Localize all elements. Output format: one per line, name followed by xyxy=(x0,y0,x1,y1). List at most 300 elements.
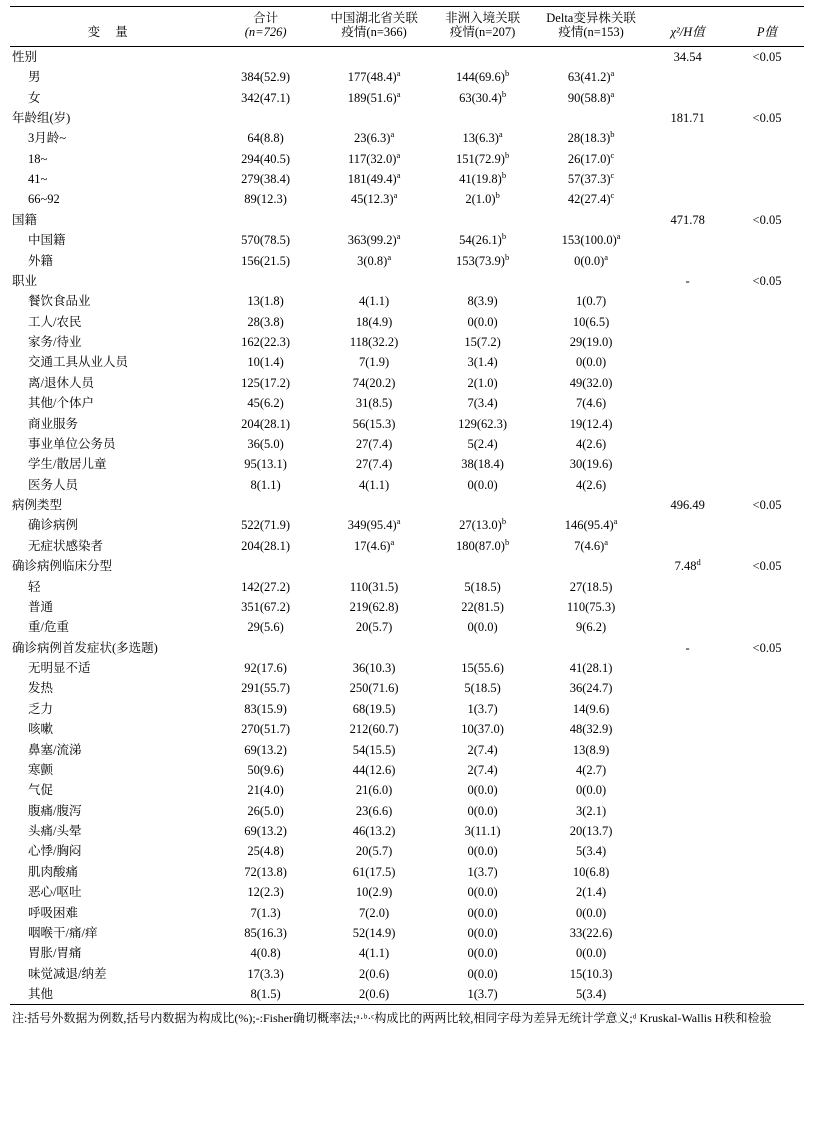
column-header-africa-line2: 疫情(n=207) xyxy=(449,25,516,40)
table-cell-value: <0.05 xyxy=(752,49,782,64)
table-cell-value: 342(47.1) xyxy=(241,90,291,105)
table-cell-value: $13(6.3)^a$ xyxy=(462,129,503,146)
table-row xyxy=(10,454,804,474)
table-cell-empty xyxy=(645,617,730,637)
table-cell-empty xyxy=(645,393,730,413)
table-cell-empty xyxy=(320,638,428,658)
table-cell-value: 250(71.6) xyxy=(349,681,399,696)
table-cell-empty xyxy=(730,352,804,372)
superscript-marker: b xyxy=(501,230,507,241)
column-header-variable xyxy=(10,7,211,47)
table-cell-empty xyxy=(645,597,730,617)
table-cell-value: 0(0.0) xyxy=(575,905,607,920)
table-cell-value: 10(6.8) xyxy=(572,864,610,879)
table-cell-empty xyxy=(211,495,319,515)
column-header-africa xyxy=(428,7,536,47)
table-row xyxy=(10,189,804,209)
table-cell-value: 4(1.1) xyxy=(359,946,390,961)
column-header-hubei-line2: 疫情(n=366) xyxy=(341,25,407,40)
row-label: 味觉减退/纳差 xyxy=(28,966,107,981)
table-cell-value: 83(15.9) xyxy=(244,701,287,716)
table-group-row xyxy=(10,46,804,67)
table-cell-value: 110(31.5) xyxy=(349,579,399,594)
table-row xyxy=(10,760,804,780)
table-cell-empty xyxy=(537,210,645,230)
group-label: 确诊病例临床分型 xyxy=(12,559,113,574)
table-cell-value: 45(6.2) xyxy=(247,396,284,411)
table-cell-empty xyxy=(211,556,319,576)
column-header-total-line1: 合计 xyxy=(253,11,279,25)
table-cell-value: $151(72.9)^b$ xyxy=(455,149,510,166)
table-cell-value: 4(2.6) xyxy=(575,477,607,492)
table-cell-empty xyxy=(730,841,804,861)
table-cell-value: 34.54 xyxy=(673,49,702,64)
row-label: 家务/待业 xyxy=(28,335,82,349)
table-cell-value: 74(20.2) xyxy=(352,375,396,390)
table-cell-value: 0(0.0) xyxy=(467,314,498,329)
table-row xyxy=(10,515,804,535)
table-cell-value: 19(12.4) xyxy=(569,416,613,431)
table-cell-value: 68(19.5) xyxy=(352,701,396,716)
table-cell-value: 56(15.3) xyxy=(352,416,396,431)
table-row xyxy=(10,903,804,923)
table-cell-empty xyxy=(645,943,730,963)
table-cell-value: 95(13.1) xyxy=(244,457,287,472)
table-cell-empty xyxy=(320,495,428,515)
table-cell-empty xyxy=(428,108,536,128)
row-label: 商业服务 xyxy=(28,416,79,431)
table-row xyxy=(10,230,804,250)
table-row xyxy=(10,393,804,413)
row-label: 中国籍 xyxy=(28,233,66,248)
table-cell-value: 21(4.0) xyxy=(247,783,284,798)
table-cell-value: - xyxy=(685,640,690,655)
row-label: 乏力 xyxy=(28,701,54,716)
table-cell-empty xyxy=(730,617,804,637)
group-label: 确诊病例首发症状(多选题) xyxy=(12,640,158,655)
table-cell-value: 4(1.1) xyxy=(359,294,390,309)
table-row xyxy=(10,801,804,821)
table-cell-value: $41(19.8)^b$ xyxy=(459,169,507,186)
table-cell-value: 384(52.9) xyxy=(241,70,291,85)
column-header-pvalue xyxy=(730,7,804,47)
table-cell-value: 85(16.3) xyxy=(244,925,287,940)
row-label: 外籍 xyxy=(28,253,54,268)
table-cell-empty xyxy=(730,678,804,698)
row-label: 3月龄~ xyxy=(28,131,67,146)
table-cell-empty xyxy=(211,108,319,128)
superscript-marker: a xyxy=(616,230,621,241)
table-cell-value: 0(0.0) xyxy=(467,477,498,492)
superscript-marker: c xyxy=(610,169,615,180)
group-label: 病例类型 xyxy=(12,498,63,512)
table-cell-value: 15(55.6) xyxy=(461,661,504,675)
table-cell-value: 10(2.9) xyxy=(355,885,393,900)
table-cell-value: <0.05 xyxy=(752,640,782,655)
table-row xyxy=(10,88,804,108)
table-cell-value: $63(30.4)^b$ xyxy=(459,88,507,105)
table-cell-value: 129(62.3) xyxy=(458,416,508,431)
table-cell-empty xyxy=(645,230,730,250)
table-cell-empty xyxy=(730,414,804,434)
table-cell-empty xyxy=(645,312,730,332)
table-cell-value: $26(17.0)^c$ xyxy=(567,149,615,166)
table-cell-empty xyxy=(730,984,804,1004)
table-cell-value: 13(1.8) xyxy=(247,294,284,309)
table-cell-value: $177(48.4)^a$ xyxy=(347,67,401,85)
table-cell-empty xyxy=(320,108,428,128)
table-cell-value: 10(1.4) xyxy=(247,355,284,370)
superscript-marker: b xyxy=(610,129,615,140)
table-row xyxy=(10,984,804,1004)
table-cell-value: 212(60.7) xyxy=(349,722,399,737)
table-row xyxy=(10,597,804,617)
table-cell-empty xyxy=(730,169,804,189)
table-cell-value: 0(0.0) xyxy=(467,803,498,818)
table-cell-empty xyxy=(730,128,804,148)
row-label: 事业单位公务员 xyxy=(28,436,116,451)
table-cell-empty xyxy=(211,210,319,230)
table-cell-value: 7(3.4) xyxy=(467,396,498,411)
table-row xyxy=(10,67,804,87)
table-cell-empty xyxy=(730,373,804,393)
superscript-marker: a xyxy=(604,251,609,262)
table-cell-value: 4(2.7) xyxy=(575,762,607,777)
table-cell-value: 8(1.1) xyxy=(250,477,281,492)
table-cell-value: 69(13.2) xyxy=(244,742,287,757)
table-cell-empty xyxy=(730,434,804,454)
table-cell-value: 17(3.3) xyxy=(247,966,284,981)
row-label: 无明显不适 xyxy=(28,661,91,675)
table-cell-value: 50(9.6) xyxy=(247,762,284,777)
table-cell-value: 0(0.0) xyxy=(467,925,498,940)
table-cell-value: 7(1.9) xyxy=(359,355,390,370)
table-cell-value: 7.48$^d$ xyxy=(674,556,701,574)
table-cell-value: 0(0.0) xyxy=(467,620,498,635)
table-cell-value: $349(95.4)^a$ xyxy=(347,516,401,533)
table-cell-value: 7(2.0) xyxy=(359,905,390,920)
table-cell-value: 20(13.7) xyxy=(569,824,613,838)
table-cell-value: 351(67.2) xyxy=(241,599,291,614)
table-cell-empty xyxy=(645,352,730,372)
table-cell-value: 27(7.4) xyxy=(355,436,393,451)
table-cell-value: 5(3.4) xyxy=(575,844,607,859)
table-group-row xyxy=(10,638,804,658)
superscript-marker: a xyxy=(387,251,392,262)
table-cell-value: $42(27.4)^c$ xyxy=(567,190,615,207)
table-row xyxy=(10,536,804,556)
table-cell-empty xyxy=(645,882,730,902)
row-label: 18~ xyxy=(28,151,48,166)
superscript-marker: a xyxy=(396,169,401,180)
column-header-pvalue-label: P值 xyxy=(756,25,778,40)
table-cell-value: 25(4.8) xyxy=(247,844,284,859)
table-cell-empty xyxy=(730,760,804,780)
table-cell-value: $27(13.0)^b$ xyxy=(459,516,507,533)
table-row xyxy=(10,964,804,984)
table-cell-empty xyxy=(645,678,730,698)
row-label: 寒颤 xyxy=(28,762,54,777)
table-cell-value: 4(1.1) xyxy=(359,477,390,492)
table-cell-empty xyxy=(645,67,730,87)
table-cell-value: 0(0.0) xyxy=(575,355,607,370)
table-cell-value: 29(5.6) xyxy=(247,620,284,635)
table-cell-empty xyxy=(645,984,730,1004)
table-cell-empty xyxy=(645,434,730,454)
table-group-row xyxy=(10,108,804,128)
superscript-marker: b xyxy=(501,516,507,527)
table-cell-value: 204(28.1) xyxy=(241,538,291,553)
table-body xyxy=(10,46,804,1004)
table-row xyxy=(10,475,804,495)
table-cell-value: $23(6.3)^a$ xyxy=(353,129,395,146)
table-cell-value: 0(0.0) xyxy=(467,966,498,981)
table-row xyxy=(10,841,804,861)
row-label: 腹痛/腹泻 xyxy=(28,803,82,818)
group-label: 国籍 xyxy=(12,212,38,227)
table-cell-empty xyxy=(645,515,730,535)
table-row xyxy=(10,678,804,698)
superscript-marker: a xyxy=(613,516,618,527)
table-cell-empty xyxy=(645,536,730,556)
table-cell-empty xyxy=(645,88,730,108)
table-row xyxy=(10,658,804,678)
table-row xyxy=(10,291,804,311)
table-cell-value: 13(8.9) xyxy=(572,742,610,757)
table-cell-empty xyxy=(645,251,730,271)
table-cell-value: 10(6.5) xyxy=(572,314,610,329)
superscript-marker: a xyxy=(610,67,615,78)
table-cell-empty xyxy=(645,903,730,923)
table-cell-empty xyxy=(645,291,730,311)
table-cell-value: <0.05 xyxy=(752,212,782,227)
table-cell-empty xyxy=(645,577,730,597)
table-cell-empty xyxy=(645,332,730,352)
table-cell-empty xyxy=(537,108,645,128)
table-row xyxy=(10,719,804,739)
table-row xyxy=(10,128,804,148)
table-cell-value: 38(18.4) xyxy=(461,457,504,472)
table-row xyxy=(10,149,804,169)
row-label: 41~ xyxy=(28,172,48,186)
table-cell-empty xyxy=(320,556,428,576)
table-cell-value: $181(49.4)^a$ xyxy=(347,169,401,186)
table-cell-value: <0.05 xyxy=(752,498,782,512)
superscript-marker: a xyxy=(498,129,503,140)
table-cell-value: 0(0.0) xyxy=(467,885,498,900)
superscript-marker: a xyxy=(390,536,395,547)
statistics-table xyxy=(10,6,804,1004)
table-cell-value: 36(10.3) xyxy=(352,661,396,675)
table-cell-value: $3(0.8)^a$ xyxy=(357,251,392,268)
table-cell-value: 4(0.8) xyxy=(250,946,281,961)
row-label: 交通工具从业人员 xyxy=(28,355,129,370)
superscript-marker: a xyxy=(396,516,401,527)
superscript-marker: c xyxy=(610,190,615,201)
table-cell-value: 18(4.9) xyxy=(355,314,393,329)
table-cell-value: $144(69.6)^b$ xyxy=(455,67,510,85)
table-cell-empty xyxy=(730,821,804,841)
column-header-africa-line1: 非洲入境关联 xyxy=(445,11,521,25)
superscript-marker: b xyxy=(501,169,507,180)
table-cell-empty xyxy=(211,638,319,658)
table-cell-empty xyxy=(428,495,536,515)
table-cell-empty xyxy=(645,780,730,800)
table-cell-value: 31(8.5) xyxy=(355,396,393,411)
table-cell-value: 5(18.5) xyxy=(464,681,501,696)
group-label: 职业 xyxy=(12,273,38,288)
table-cell-value: 72(13.8) xyxy=(244,864,287,879)
superscript-marker: a xyxy=(393,190,398,201)
table-cell-value: 279(38.4) xyxy=(241,172,291,186)
table-cell-empty xyxy=(645,128,730,148)
table-cell-value: $45(12.3)^a$ xyxy=(350,190,398,207)
table-group-row xyxy=(10,271,804,291)
table-cell-empty xyxy=(645,454,730,474)
table-cell-value: 0(0.0) xyxy=(467,905,498,920)
table-row xyxy=(10,923,804,943)
table-cell-value: 1(3.7) xyxy=(467,987,498,1001)
row-label: 恶心/呕吐 xyxy=(28,885,82,900)
table-row xyxy=(10,169,804,189)
superscript-marker: a xyxy=(396,88,401,99)
table-row xyxy=(10,414,804,434)
table-cell-value: 69(13.2) xyxy=(244,824,287,838)
superscript-marker: b xyxy=(504,251,510,262)
table-cell-empty xyxy=(428,271,536,291)
table-group-row xyxy=(10,556,804,576)
table-cell-empty xyxy=(730,882,804,902)
table-cell-value: 64(8.8) xyxy=(247,131,284,146)
table-cell-value: $57(37.3)^c$ xyxy=(567,169,615,186)
row-label: 普通 xyxy=(28,599,54,614)
table-cell-empty xyxy=(730,475,804,495)
table-cell-value: 27(18.5) xyxy=(569,579,613,594)
row-label: 心悸/胸闷 xyxy=(28,844,82,859)
table-cell-value: 2(7.4) xyxy=(467,742,498,757)
table-row xyxy=(10,821,804,841)
table-cell-value: - xyxy=(685,273,690,288)
table-cell-empty xyxy=(645,475,730,495)
column-header-total-line2: (n=726) xyxy=(244,25,287,40)
column-header-total xyxy=(211,7,319,47)
table-cell-value: 5(3.4) xyxy=(575,987,607,1001)
table-cell-value: 44(12.6) xyxy=(352,762,396,777)
row-label: 餐饮食品业 xyxy=(28,294,91,309)
superscript-marker: a xyxy=(390,129,395,140)
column-header-delta-line2: 疫情(n=153) xyxy=(558,25,624,40)
table-row xyxy=(10,943,804,963)
table-row xyxy=(10,332,804,352)
table-cell-empty xyxy=(320,271,428,291)
row-label: 头痛/头晕 xyxy=(28,824,82,838)
group-label: 性别 xyxy=(12,49,38,64)
table-cell-empty xyxy=(645,760,730,780)
table-cell-value: 27(7.4) xyxy=(355,457,393,472)
table-cell-empty xyxy=(730,149,804,169)
table-cell-empty xyxy=(645,169,730,189)
table-row xyxy=(10,882,804,902)
row-label: 女 xyxy=(28,90,41,105)
table-cell-value: 36(24.7) xyxy=(569,681,613,696)
row-label: 呼吸困难 xyxy=(28,905,79,920)
table-group-row xyxy=(10,210,804,230)
table-cell-value: $117(32.0)^a$ xyxy=(347,149,401,166)
row-label: 男 xyxy=(28,70,41,85)
table-cell-empty xyxy=(730,536,804,556)
row-label: 鼻塞/流涕 xyxy=(28,742,82,757)
table-cell-value: 9(6.2) xyxy=(575,620,607,635)
table-cell-value: 181.71 xyxy=(670,110,705,125)
row-label: 其他 xyxy=(28,987,54,1001)
table-cell-value: 46(13.2) xyxy=(352,824,396,838)
row-label: 66~92 xyxy=(28,192,60,207)
table-cell-empty xyxy=(730,903,804,923)
table-cell-empty xyxy=(730,699,804,719)
table-row xyxy=(10,740,804,760)
table-cell-empty xyxy=(730,923,804,943)
table-cell-value: 2(7.4) xyxy=(467,762,498,777)
table-cell-value: 3(2.1) xyxy=(575,803,607,818)
superscript-marker: c xyxy=(610,149,615,160)
table-row xyxy=(10,699,804,719)
table-cell-value: 496.49 xyxy=(670,498,705,512)
table-cell-value: 23(6.6) xyxy=(355,803,393,818)
row-label: 肌肉酸痛 xyxy=(28,864,79,879)
table-cell-value: 48(32.9) xyxy=(569,722,613,737)
table-row xyxy=(10,434,804,454)
table-cell-value: 54(15.5) xyxy=(352,742,396,757)
table-cell-value: 2(1.4) xyxy=(575,885,607,900)
table-cell-empty xyxy=(211,271,319,291)
row-label: 离/退休人员 xyxy=(28,375,94,390)
row-label: 轻 xyxy=(28,579,41,594)
row-label: 其他/个体户 xyxy=(28,396,94,411)
table-cell-value: 61(17.5) xyxy=(352,864,396,879)
table-cell-value: 0(0.0) xyxy=(467,783,498,798)
table-cell-value: 8(1.5) xyxy=(250,987,281,1001)
table-cell-empty xyxy=(730,597,804,617)
table-cell-empty xyxy=(537,638,645,658)
table-cell-value: 33(22.6) xyxy=(569,925,613,940)
row-label: 工人/农民 xyxy=(28,314,82,329)
table-cell-empty xyxy=(537,495,645,515)
table-cell-empty xyxy=(730,658,804,678)
superscript-marker: a xyxy=(604,536,609,547)
superscript-marker: a xyxy=(396,149,401,160)
table-cell-empty xyxy=(730,515,804,535)
table-cell-value: 36(5.0) xyxy=(247,436,284,451)
table-cell-empty xyxy=(645,821,730,841)
table-footnote: 注:括号外数据为例数,括号内数据为构成比(%);-:Fisher确切概率法;ᵃ·ᵇ·ᶜ构成比的两两比较,相同字母为差异无统计学意义;ᵈ Kruskal-Wallis H秩和检验 xyxy=(12,1011,772,1026)
table-cell-value: 3(11.1) xyxy=(464,824,501,838)
row-label: 咳嗽 xyxy=(28,722,54,737)
table-cell-empty xyxy=(730,291,804,311)
table-cell-value: 4(2.6) xyxy=(575,436,607,451)
table-cell-empty xyxy=(730,67,804,87)
table-cell-empty xyxy=(645,841,730,861)
row-label: 重/危重 xyxy=(28,620,69,635)
table-cell-value: 156(21.5) xyxy=(241,253,291,268)
table-cell-value: 30(19.6) xyxy=(569,457,613,472)
table-cell-empty xyxy=(730,801,804,821)
table-cell-value: 2(0.6) xyxy=(359,966,390,981)
table-cell-empty xyxy=(645,862,730,882)
superscript-marker: b xyxy=(501,88,507,99)
table-cell-empty xyxy=(320,46,428,67)
table-cell-empty xyxy=(428,210,536,230)
table-cell-value: 20(5.7) xyxy=(355,844,393,859)
